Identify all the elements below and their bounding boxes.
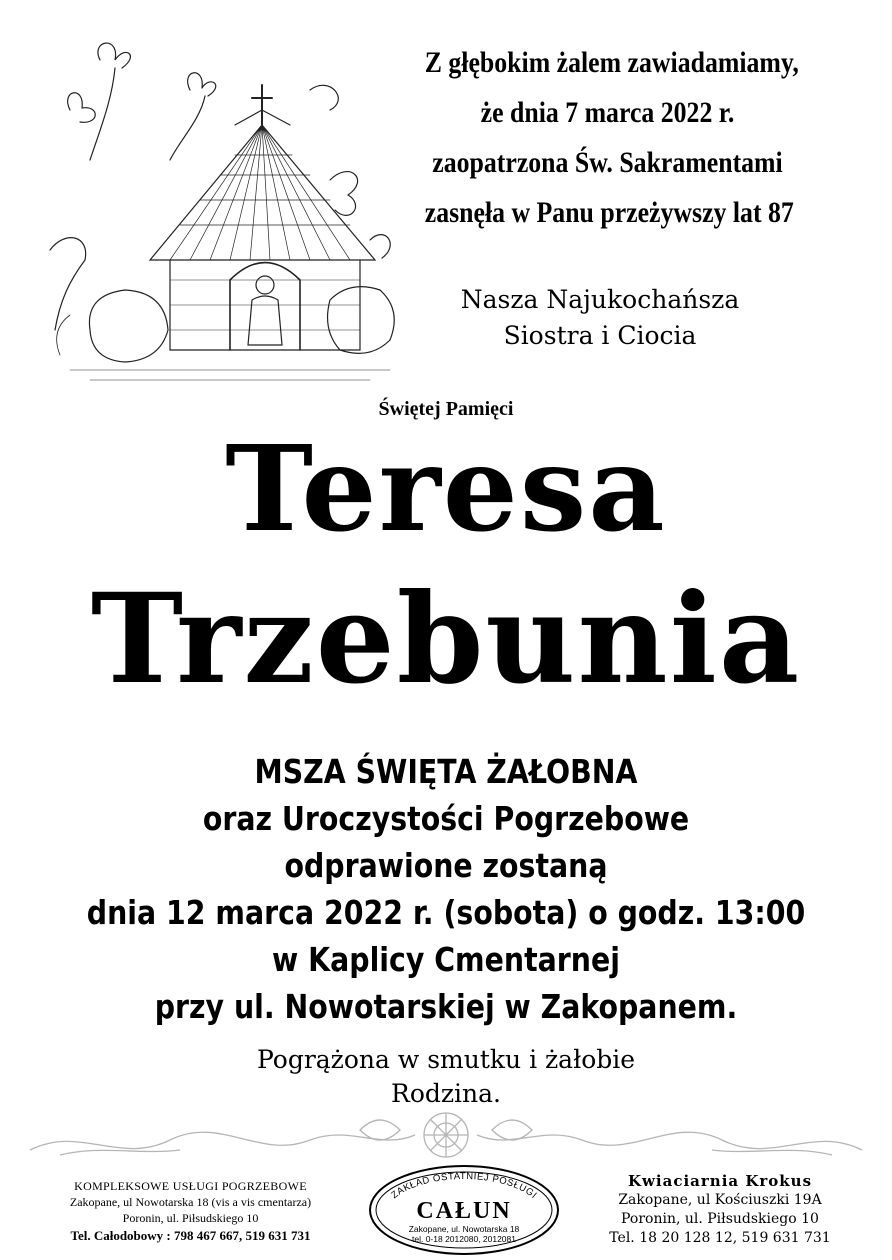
calun-logo	[364, 1163, 564, 1258]
ornament-divider	[20, 1105, 872, 1165]
relation-line: Siostra i Ciocia	[503, 321, 697, 350]
florist-address: Poronin, ul. Piłsudskiego 10	[621, 1211, 819, 1227]
funeral-home-address: Zakopane, ul Nowotarska 18 (vis a vis cmentarza)	[69, 1195, 312, 1209]
florist-title: Kwiaciarnia Krokus	[627, 1172, 813, 1190]
family-signature	[0, 1043, 892, 1111]
memory-label: Świętej Pamięci	[378, 398, 514, 420]
service-line: dnia 12 marca 2022 r. (sobota) o godz. 13:00	[86, 893, 806, 932]
announcement-line: Z głębokim żalem zawiadamiamy,	[424, 46, 799, 79]
svg-text:ZAKŁAD OSTATNIEJ POSŁUGI	[389, 1171, 539, 1201]
service-line: oraz Uroczystości Pogrzebowe	[202, 799, 690, 838]
announcement-line: zaopatrzona Św. Sakramentami	[432, 146, 783, 179]
funeral-home-info	[18, 1178, 363, 1244]
service-line: odprawione zostaną	[284, 846, 608, 885]
announcement-line: że dnia 7 marca 2022 r.	[480, 96, 735, 129]
family-line: Rodzina.	[391, 1079, 501, 1108]
logo-phone: tel. 0-18 2012080, 2012081	[412, 1234, 516, 1244]
announcement	[395, 38, 820, 238]
relation	[420, 282, 780, 354]
logo-name: CAŁUN	[416, 1198, 512, 1224]
chapel-sketch-illustration	[30, 30, 410, 390]
deceased-first-name: Teresa	[225, 419, 667, 558]
florist-info	[565, 1172, 875, 1248]
logo-address: Zakopane, ul. Nowotarska 18	[408, 1224, 520, 1234]
service-info	[0, 748, 892, 1030]
family-line: Pogrążona w smutku i żałobie	[256, 1045, 636, 1074]
logo-arc-text: ZAKŁAD OSTATNIEJ POSŁUGI	[389, 1170, 540, 1202]
funeral-home-address: Poronin, ul. Piłsudskiego 10	[122, 1211, 259, 1225]
funeral-home-phone: Tel. Całodobowy : 798 467 667, 519 631 731	[70, 1228, 311, 1243]
relation-line: Nasza Najukochańsza	[460, 285, 740, 314]
announcement-line: zasnęła w Panu przeżywszy lat 87	[424, 196, 794, 229]
service-line: w Kaplicy Cmentarnej	[272, 940, 620, 979]
service-line: MSZA ŚWIĘTA ŻAŁOBNA	[254, 752, 638, 791]
service-line: przy ul. Nowotarskiej w Zakopanem.	[154, 987, 738, 1026]
florist-address: Zakopane, ul Kościuszki 19A	[618, 1192, 822, 1208]
deceased-surname: Trzebunia	[90, 567, 802, 712]
florist-phone: Tel. 18 20 128 12, 519 631 731	[609, 1230, 831, 1246]
funeral-home-title: KOMPLEKSOWE USŁUGI POGRZEBOWE	[74, 1179, 307, 1193]
